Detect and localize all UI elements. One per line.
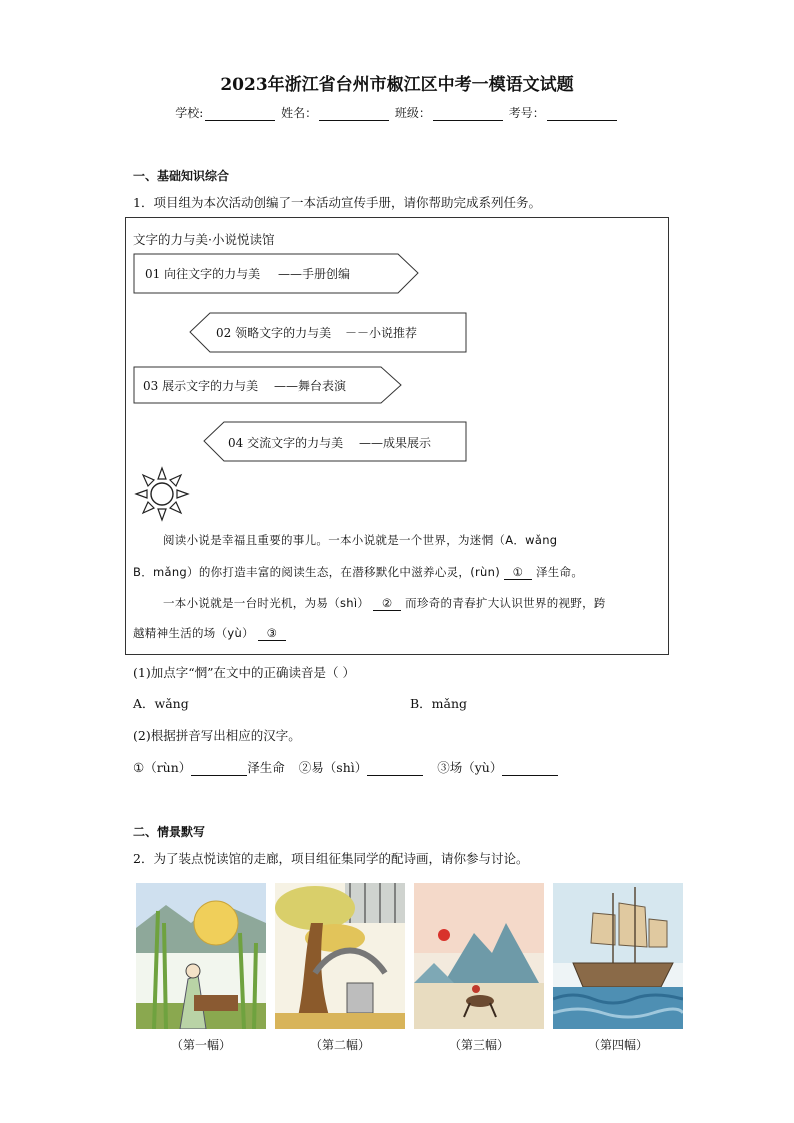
option-b[interactable]: B．mǎng xyxy=(410,696,468,711)
subquestion-2: (2)根据拼音写出相应的汉字。 xyxy=(133,728,301,743)
name-label: 姓名： xyxy=(281,106,318,120)
handbook-title: 文字的力与美·小说悦读馆 xyxy=(133,232,275,247)
blank-2[interactable]: ② xyxy=(373,596,401,611)
school-blank[interactable] xyxy=(205,108,275,121)
question1-text: 1．项目组为本次活动创编了一本活动宣传手册，请你帮助完成系列任务。 xyxy=(133,195,541,210)
fill-line: ①（rùn） 泽生命 ②易（shì） ③场（yù） xyxy=(133,758,558,776)
question2-text: 2．为了装点悦读馆的走廊，项目组征集同学的配诗画，请你参与讨论。 xyxy=(133,851,529,866)
step-01: 01 向往文字的力与美 ——手册创编 xyxy=(145,267,350,281)
passage-line-2: B．mǎng）的你打造丰富的阅读生态，在潜移默化中滋养心灵，(rùn) ① 泽生命。 xyxy=(133,565,584,579)
step-02: 02 领略文字的力与美 －－小说推荐 xyxy=(216,326,417,340)
class-label: 班级： xyxy=(394,106,431,120)
caption-3: （第三幅） xyxy=(448,1038,509,1052)
answer-blank-2[interactable] xyxy=(367,763,423,776)
painting-3-image xyxy=(414,883,544,1029)
answer-blank-1[interactable] xyxy=(191,763,247,776)
page-title: 2023年浙江省台州市椒江区中考一模语文试题 xyxy=(220,75,574,95)
caption-4: （第四幅） xyxy=(587,1038,648,1052)
sun-icon xyxy=(134,466,190,522)
number-blank[interactable] xyxy=(547,108,617,121)
class-blank[interactable] xyxy=(433,108,503,121)
answer-blank-3[interactable] xyxy=(502,763,558,776)
caption-2: （第二幅） xyxy=(309,1038,370,1052)
subquestion-1: (1)加点字“惘”在文中的正确读音是（ ） xyxy=(133,665,355,680)
painting-2-image xyxy=(275,883,405,1029)
painting-1-image xyxy=(136,883,266,1029)
section1-heading: 一、基础知识综合 xyxy=(133,169,230,183)
caption-1: （第一幅） xyxy=(170,1038,231,1052)
passage-line-3: 一本小说就是一台时光机，为易（shì） ② 而珍奇的青春扩大认识世界的视野，跨 xyxy=(163,596,606,610)
section2-heading: 二、情景默写 xyxy=(133,825,206,839)
student-info-line xyxy=(0,104,794,121)
step-04: 04 交流文字的力与美 ——成果展示 xyxy=(228,436,431,450)
blank-1[interactable]: ① xyxy=(504,565,532,580)
passage-line-1: 阅读小说是幸福且重要的事儿。一本小说就是一个世界，为迷惘（A．wǎng xyxy=(163,533,558,547)
step-03: 03 展示文字的力与美 ——舞台表演 xyxy=(143,379,346,393)
number-label: 考号： xyxy=(508,106,545,120)
option-a[interactable]: A．wǎng xyxy=(133,696,189,711)
blank-3[interactable]: ③ xyxy=(258,626,286,641)
name-blank[interactable] xyxy=(319,108,389,121)
painting-4-image xyxy=(553,883,683,1029)
passage-line-4: 越精神生活的场（yù） ③ xyxy=(133,625,286,641)
school-label: 学校: xyxy=(175,106,204,120)
